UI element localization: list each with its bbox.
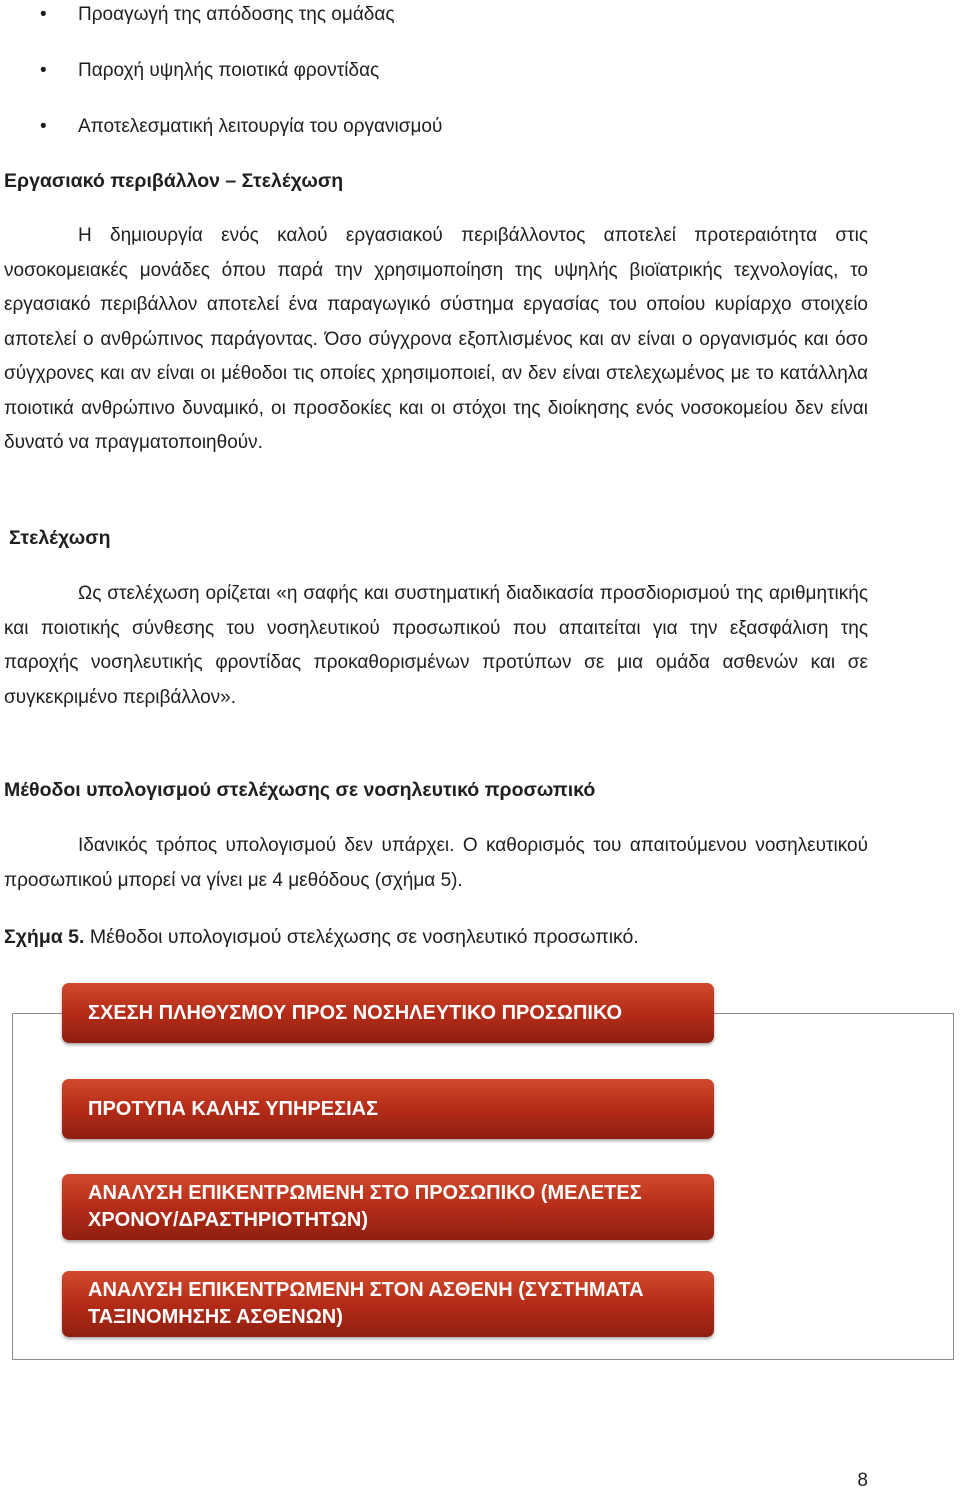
figure-label: Σχήμα 5.	[4, 926, 85, 948]
section-heading-staffing: Στελέχωση	[9, 527, 111, 549]
section-heading-methods: Μέθοδοι υπολογισμού στελέχωσης σε νοσηλευτικό προσωπικό	[4, 779, 596, 801]
method-box-service-standards	[62, 1079, 714, 1139]
figure-caption-text: Μέθοδοι υπολογισμού στελέχωσης σε νοσηλευτικό προσωπικό.	[84, 926, 639, 948]
bullet-text: Αποτελεσματική λειτουργία του οργανισμού	[78, 116, 443, 137]
method-label: ΑΝΑΛΥΣΗ ΕΠΙΚΕΝΤΡΩΜΕΝΗ ΣΤΟΝ ΑΣΘΕΝΗ (ΣΥΣΤΗΜΑΤΑ ΤΑΞΙΝΟΜΗΣΗΣ ΑΣΘΕΝΩΝ)	[88, 1279, 644, 1328]
method-box-staff-analysis	[62, 1174, 714, 1240]
method-label: ΠΡΟΤΥΠΑ ΚΑΛΗΣ ΥΠΗΡΕΣΙΑΣ	[88, 1097, 379, 1120]
paragraph-text: Ως στελέχωση ορίζεται «η σαφής και συστηματική διαδικασία προσδιορισμού της αριθμητικής και ποιοτικής σύνθεσης του νοσηλευτικού προσωπικού που απαιτείται για την εξασφάλιση της παροχής νοσηλευτικής φροντίδας προκαθορισμένων προτύπων σε μια ομάδα ασθενών και σε συγκεκριμένο περιβάλλον».	[4, 583, 868, 708]
bullet-icon: •	[40, 4, 47, 25]
page-number: 8	[857, 1470, 868, 1491]
paragraph-methods	[4, 829, 868, 898]
method-box-population-ratio	[62, 983, 714, 1043]
method-label: ΣΧΕΣΗ ΠΛΗΘΥΣΜΟΥ ΠΡΟΣ ΝΟΣΗΛΕΥΤΙΚΟ ΠΡΟΣΩΠΙΚΟ	[88, 1001, 623, 1024]
section-heading-work-environment: Εργασιακό περιβάλλον – Στελέχωση	[4, 170, 344, 192]
bullet-icon: •	[40, 60, 47, 81]
paragraph-staffing	[4, 577, 868, 715]
method-label: ΑΝΑΛΥΣΗ ΕΠΙΚΕΝΤΡΩΜΕΝΗ ΣΤΟ ΠΡΟΣΩΠΙΚΟ (ΜΕΛΕΤΕΣ ΧΡΟΝΟΥ/ΔΡΑΣΤΗΡΙΟΤΗΤΩΝ)	[88, 1182, 642, 1231]
bullet-icon: •	[40, 116, 47, 137]
bullet-text: Προαγωγή της απόδοσης της ομάδας	[78, 4, 395, 25]
figure-caption	[4, 926, 639, 949]
method-box-patient-analysis	[62, 1271, 714, 1337]
paragraph-work-environment	[4, 219, 868, 461]
paragraph-text: Ιδανικός τρόπος υπολογισμού δεν υπάρχει. Ο καθορισμός του απαιτούμενου νοσηλευτικού προσωπικού μπορεί να γίνει με 4 μεθόδους (σχήμα 5).	[4, 835, 868, 891]
paragraph-text: Η δημιουργία ενός καλού εργασιακού περιβάλλοντος αποτελεί προτεραιότητα στις νοσοκομειακές μονάδες όπου παρά την χρησιμοποίηση της υψηλής βιοϊατρικής τεχνολογίας, το εργασιακό περιβάλλον αποτελεί ένα παραγωγικό σύστημα εργασίας του οποίου κυρίαρχο στοιχείο αποτελεί ο ανθρώπινος παράγοντας. Όσο σύγχρονα εξοπλισμένος και αν είναι ο οργανισμός και όσο σύγχρονες και αν είναι οι μέθοδοι τις οποίες χρησιμοποιεί, αν δεν είναι στελεχωμένος με το κατάλληλα ποιοτικά ανθρώπινο δυναμικό, οι προσδοκίες και οι στόχοι της διοίκησης ενός νοσοκομείου δεν είναι δυνατό να πραγματοποιηθούν.	[4, 225, 868, 453]
bullet-text: Παροχή υψηλής ποιοτικά φροντίδας	[78, 60, 380, 81]
